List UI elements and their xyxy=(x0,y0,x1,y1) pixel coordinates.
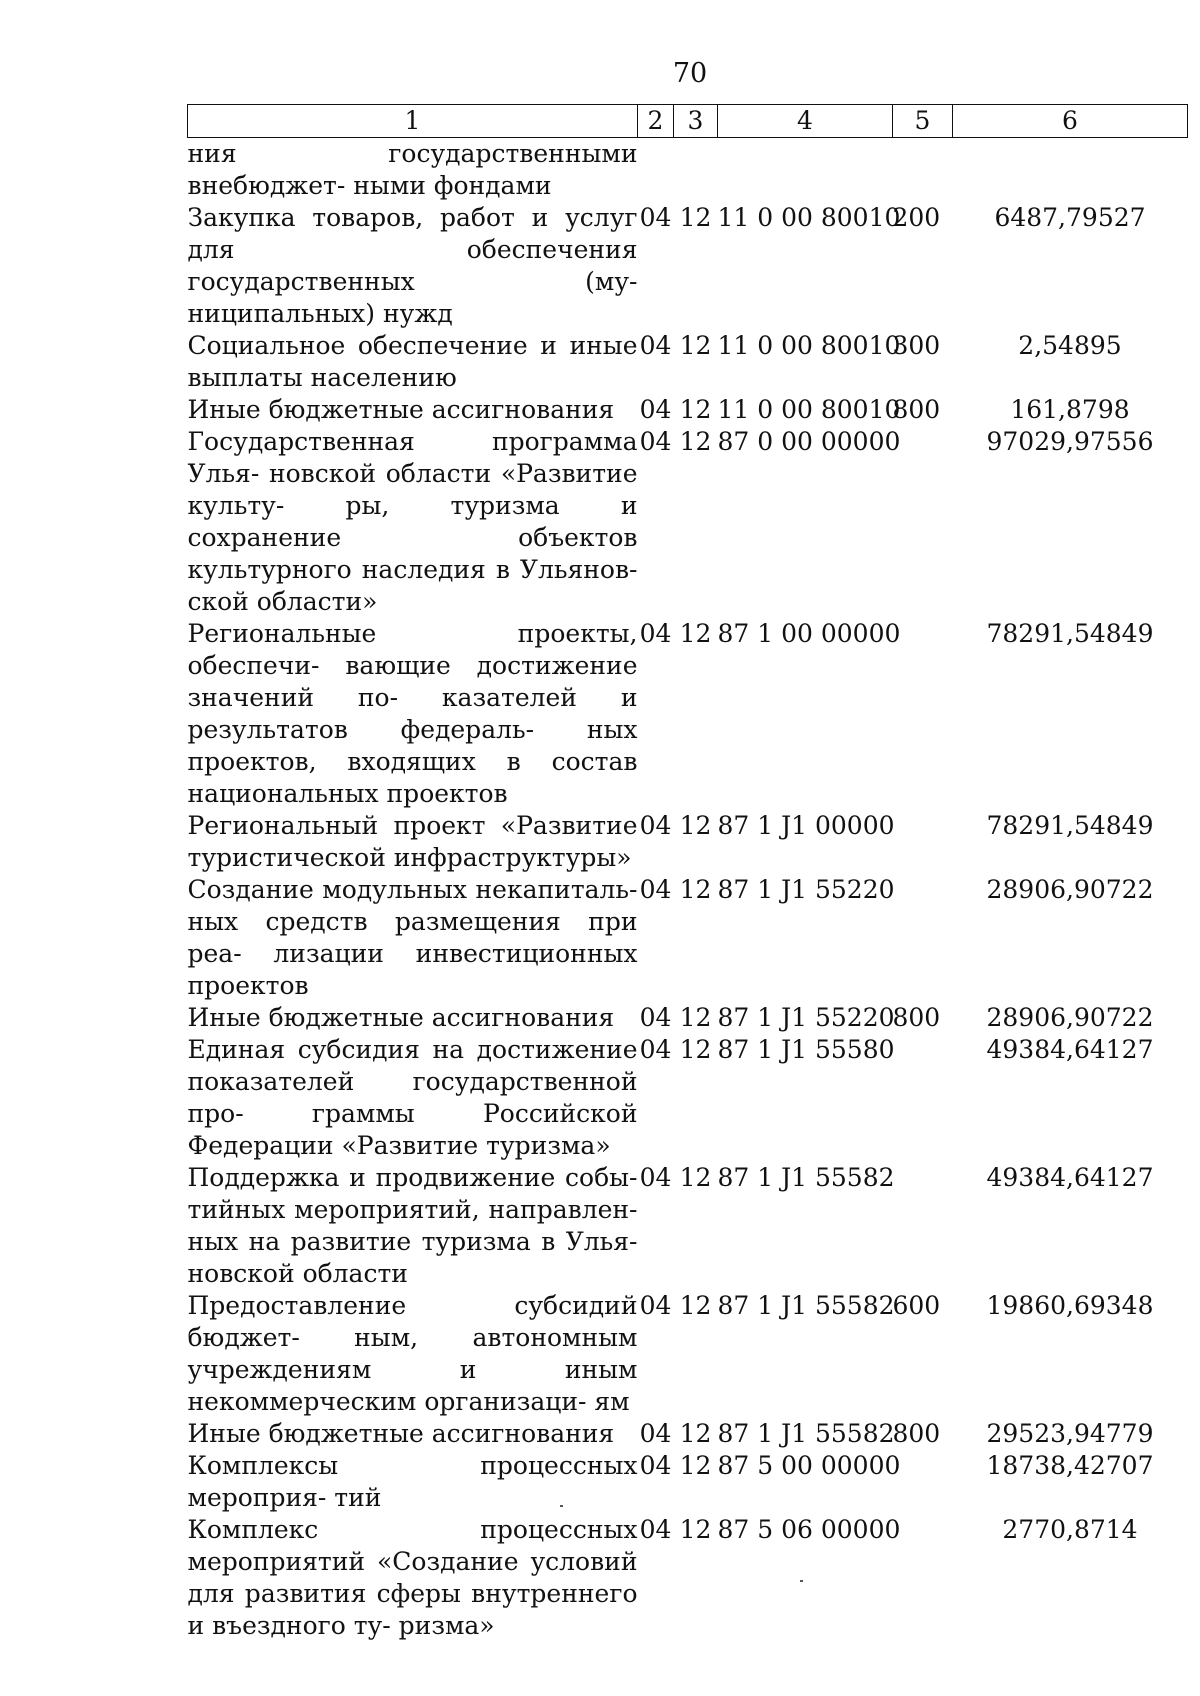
page-number: 70 xyxy=(672,58,708,89)
row-section: 04 xyxy=(639,395,672,424)
row-expense-type xyxy=(893,810,953,874)
row-subsection: 12 xyxy=(679,1451,712,1480)
row-section: 04 xyxy=(639,1035,672,1064)
row-amount: 2770,8714 xyxy=(1002,1515,1138,1544)
row-expense-type xyxy=(893,874,953,1002)
row-subsection xyxy=(674,138,718,203)
row-amount: 78291,54849 xyxy=(986,619,1154,648)
row-amount: 19860,69348 xyxy=(986,1291,1154,1320)
row-subsection: 12 xyxy=(679,1515,712,1544)
table-row xyxy=(188,1002,1188,1034)
table-row xyxy=(188,1514,1188,1642)
row-amount: 6487,79527 xyxy=(994,203,1146,232)
row-section: 04 xyxy=(639,427,672,456)
row-subsection: 12 xyxy=(679,811,712,840)
header-col-6: 6 xyxy=(953,105,1188,138)
row-name: Комплексы процессных мероприя- тий xyxy=(187,1451,638,1512)
row-section: 04 xyxy=(639,811,672,840)
table-row xyxy=(188,810,1188,874)
scan-speck xyxy=(560,1505,563,1507)
header-col-1: 1 xyxy=(188,105,638,138)
table-row xyxy=(188,1034,1188,1162)
table-row xyxy=(188,426,1188,618)
row-section: 04 xyxy=(639,1291,672,1320)
row-name: Региональные проекты, обеспечи- вающие достижение значений по- казателей и результатов федераль- ных проектов, входящих в состав национальных проектов xyxy=(187,619,638,808)
row-section xyxy=(638,138,674,203)
row-name: Государственная программа Улья- новской области «Развитие культу- ры, туризма и сохранение объектов культурного наследия в Ульянов- ской области» xyxy=(187,427,638,616)
row-name: Создание модульных некапиталь- ных средств размещения при реа- лизации инвестиционных проектов xyxy=(187,875,638,1000)
row-target-article: 87 1 J1 00000 xyxy=(717,811,895,840)
row-section: 04 xyxy=(639,1003,672,1032)
row-name: Социальное обеспечение и иные выплаты населению xyxy=(187,331,638,392)
row-expense-type: 200 xyxy=(892,203,941,232)
row-expense-type xyxy=(893,1450,953,1514)
row-section: 04 xyxy=(639,1419,672,1448)
row-expense-type xyxy=(893,1034,953,1162)
table-row xyxy=(188,394,1188,426)
row-name: Иные бюджетные ассигнования xyxy=(187,1003,615,1032)
row-amount: 18738,42707 xyxy=(986,1451,1154,1480)
row-section: 04 xyxy=(639,1163,672,1192)
row-subsection: 12 xyxy=(679,331,712,360)
table-row xyxy=(188,1290,1188,1418)
row-name: Региональный проект «Развитие туристической инфраструктуры» xyxy=(187,811,638,872)
table-row xyxy=(188,618,1188,810)
row-amount: 97029,97556 xyxy=(986,427,1154,456)
row-expense-type xyxy=(893,138,953,203)
row-section: 04 xyxy=(639,875,672,904)
budget-document xyxy=(187,104,1187,1642)
header-col-4: 4 xyxy=(718,105,893,138)
row-expense-type: 600 xyxy=(892,1291,941,1320)
table-row xyxy=(188,202,1188,330)
row-name: Комплекс процессных мероприятий «Создание условий для развития сферы внутреннего и въездного ту- ризма» xyxy=(187,1515,638,1640)
row-name: Предоставление субсидий бюджет- ным, автономным учреждениям и иным некоммерческим организаци- ям xyxy=(187,1291,638,1416)
row-section: 04 xyxy=(639,619,672,648)
row-amount: 78291,54849 xyxy=(986,811,1154,840)
scan-speck xyxy=(800,1580,803,1582)
row-target-article: 11 0 00 80010 xyxy=(717,395,901,424)
row-target-article: 87 1 00 00000 xyxy=(717,619,901,648)
table-row xyxy=(188,1418,1188,1450)
row-target-article: 87 1 J1 55220 xyxy=(717,1003,895,1032)
header-col-5: 5 xyxy=(893,105,953,138)
row-target-article: 87 5 00 00000 xyxy=(717,1451,901,1480)
row-target-article: 87 0 00 00000 xyxy=(717,427,901,456)
row-section: 04 xyxy=(639,1515,672,1544)
row-amount: 49384,64127 xyxy=(986,1035,1154,1064)
table-row xyxy=(188,1162,1188,1290)
row-subsection: 12 xyxy=(679,1035,712,1064)
row-name: Единая субсидия на достижение показателей государственной про- граммы Российской Федерации «Развитие туризма» xyxy=(187,1035,638,1160)
table-row xyxy=(188,874,1188,1002)
row-target-article: 11 0 00 80010 xyxy=(717,203,901,232)
row-subsection: 12 xyxy=(679,1419,712,1448)
row-target-article: 87 5 06 00000 xyxy=(717,1515,901,1544)
row-expense-type xyxy=(893,1162,953,1290)
header-row xyxy=(188,105,1188,138)
row-target-article: 87 1 J1 55582 xyxy=(717,1419,895,1448)
row-expense-type xyxy=(893,618,953,810)
row-expense-type: 800 xyxy=(892,1419,941,1448)
table-row xyxy=(188,1450,1188,1514)
row-amount: 161,8798 xyxy=(1010,395,1130,424)
row-expense-type xyxy=(893,426,953,618)
row-name: Закупка товаров, работ и услуг для обеспечения государственных (му- ниципальных) нужд xyxy=(187,203,638,328)
row-amount: 49384,64127 xyxy=(986,1163,1154,1192)
row-expense-type: 800 xyxy=(892,1003,941,1032)
table-row xyxy=(188,138,1188,203)
row-target-article xyxy=(718,138,893,203)
row-target-article: 87 1 J1 55582 xyxy=(717,1163,895,1192)
row-subsection: 12 xyxy=(679,427,712,456)
row-amount xyxy=(953,138,1188,203)
row-name: ния государственными внебюджет- ными фондами xyxy=(187,139,638,200)
row-section: 04 xyxy=(639,203,672,232)
budget-table xyxy=(187,104,1188,1642)
row-target-article: 87 1 J1 55582 xyxy=(717,1291,895,1320)
row-subsection: 12 xyxy=(679,619,712,648)
row-name: Иные бюджетные ассигнования xyxy=(187,395,615,424)
row-subsection: 12 xyxy=(679,1291,712,1320)
row-amount: 2,54895 xyxy=(1018,331,1122,360)
row-section: 04 xyxy=(639,1451,672,1480)
row-subsection: 12 xyxy=(679,395,712,424)
row-expense-type: 300 xyxy=(892,331,941,360)
row-subsection: 12 xyxy=(679,203,712,232)
row-name: Поддержка и продвижение собы- тийных мероприятий, направлен- ных на развитие туризма в Улья- новской области xyxy=(187,1163,638,1288)
header-col-2: 2 xyxy=(638,105,674,138)
row-amount: 28906,90722 xyxy=(986,1003,1154,1032)
row-amount: 28906,90722 xyxy=(986,875,1154,904)
row-target-article: 87 1 J1 55220 xyxy=(717,875,895,904)
row-name: Иные бюджетные ассигнования xyxy=(187,1419,615,1448)
header-col-3: 3 xyxy=(674,105,718,138)
row-target-article: 87 1 J1 55580 xyxy=(717,1035,895,1064)
row-section: 04 xyxy=(639,331,672,360)
table-row xyxy=(188,330,1188,394)
row-expense-type xyxy=(893,1514,953,1642)
row-subsection: 12 xyxy=(679,875,712,904)
row-amount: 29523,94779 xyxy=(986,1419,1154,1448)
row-expense-type: 800 xyxy=(892,395,941,424)
row-subsection: 12 xyxy=(679,1003,712,1032)
row-target-article: 11 0 00 80010 xyxy=(717,331,901,360)
row-subsection: 12 xyxy=(679,1163,712,1192)
